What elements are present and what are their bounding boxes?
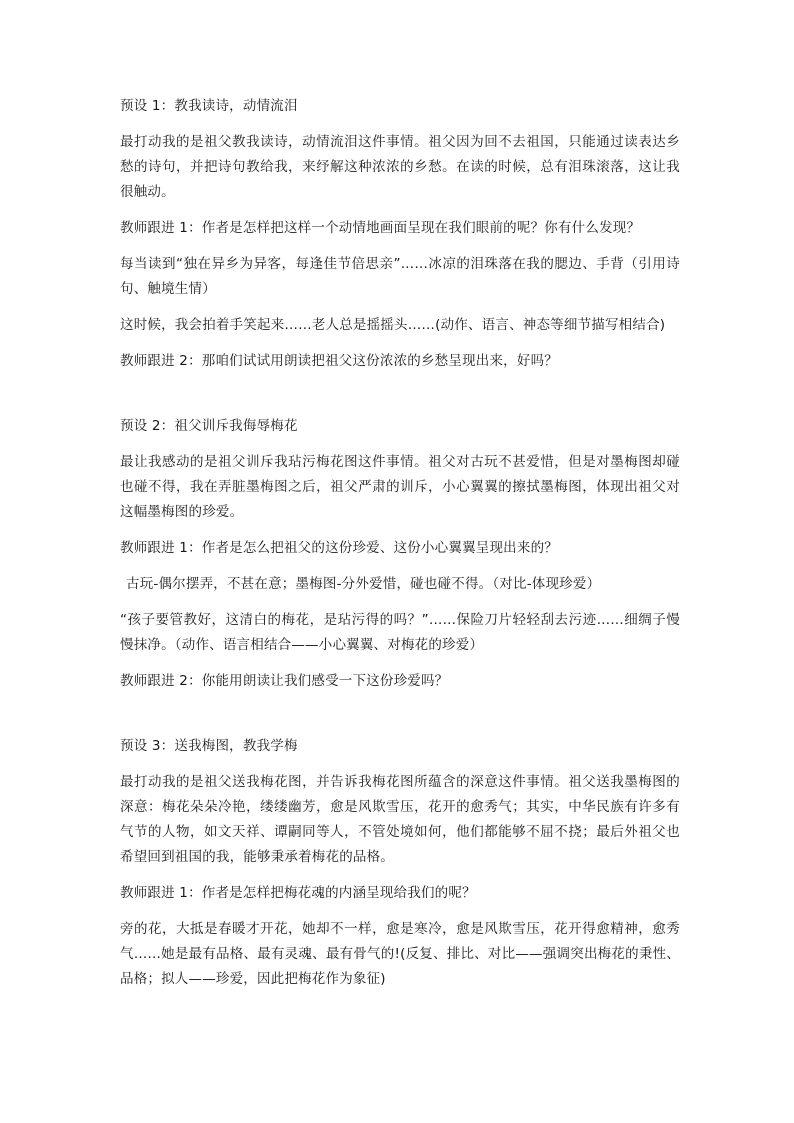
section-heading: 预设 3：送我梅图，教我学梅 xyxy=(120,738,298,754)
teacher-followup: 教师跟进 1：作者是怎么把祖父的这份珍爱、这份小心翼翼呈现出来的？ xyxy=(120,540,558,556)
teacher-followup: 教师跟进 1：作者是怎样把这样一个动情地画面呈现在我们眼前的呢？你有什么发现？ xyxy=(120,220,641,236)
teacher-followup: 教师跟进 2：那咱们试试用朗读把祖父这份浓浓的乡愁呈现出来，好吗？ xyxy=(120,353,558,369)
paragraph: “孩子要管教好，这清白的梅花，是玷污得的吗？”……保险刀片轻轻刮去污迹……细绸子慢慢抹净。（动作、语言相结合——小心翼翼、对梅花的珍爱） xyxy=(120,612,680,653)
teacher-followup: 教师跟进 1：作者是怎样把梅花魂的内涵呈现给我们的呢？ xyxy=(120,885,476,901)
paragraph: 每当读到“独在异乡为异客，每逢佳节倍思亲”……冰凉的泪珠落在我的腮边、手背（引用诗句、触境生情） xyxy=(120,256,680,297)
paragraph: 古玩-偶尔摆弄，不甚在意；墨梅图-分外爱惜，碰也碰不得。（对比-体现珍爱） xyxy=(126,576,601,592)
paragraph: 这时候，我会拍着手笑起来……老人总是摇摇头……(动作、语言、神态等细节描写相结合) xyxy=(120,317,666,333)
paragraph: 最让我感动的是祖父训斥我玷污梅花图这件事情。祖父对古玩不甚爱惜，但是对墨梅图却碰也碰不得，我在弄脏墨梅图之后，祖父严肃的训斥，小心翼翼的擦拭墨梅图，体现出祖父对这幅墨梅图的珍爱。 xyxy=(120,454,680,520)
paragraph: 旁的花，大抵是春暖才开花，她却不一样，愈是寒冷，愈是风欺雪压，花开得愈精神，愈秀气……她是最有品格、最有灵魂、最有骨气的!(反复、排比、对比——强调突出梅花的秉性、品格；拟人——珍爱，因此把梅花作为象征) xyxy=(120,921,680,987)
section-heading: 预设 2：祖父训斥我侮辱梅花 xyxy=(120,418,298,434)
teacher-followup: 教师跟进 2：你能用朗读让我们感受一下这份珍爱吗？ xyxy=(120,673,449,689)
document-body xyxy=(120,94,680,992)
section-heading: 预设 1：教我读诗，动情流泪 xyxy=(120,98,298,114)
paragraph: 最打动我的是祖父教我读诗，动情流泪这件事情。祖父因为回不去祖国，只能通过读表达乡愁的诗句，并把诗句教给我，来纾解这种浓浓的乡愁。在读的时候，总有泪珠滚落，这让我很触动。 xyxy=(120,134,680,200)
paragraph: 最打动我的是祖父送我梅花图，并告诉我梅花图所蕴含的深意这件事情。祖父送我墨梅图的深意：梅花朵朵冷艳，缕缕幽芳，愈是风欺雪压，花开的愈秀气；其实，中华民族有许多有气节的人物，如文天祥、谭嗣同等人，不管处境如何，他们都能够不屈不挠；最后外祖父也希望回到祖国的我，能够秉承着梅花的品格。 xyxy=(120,774,680,865)
